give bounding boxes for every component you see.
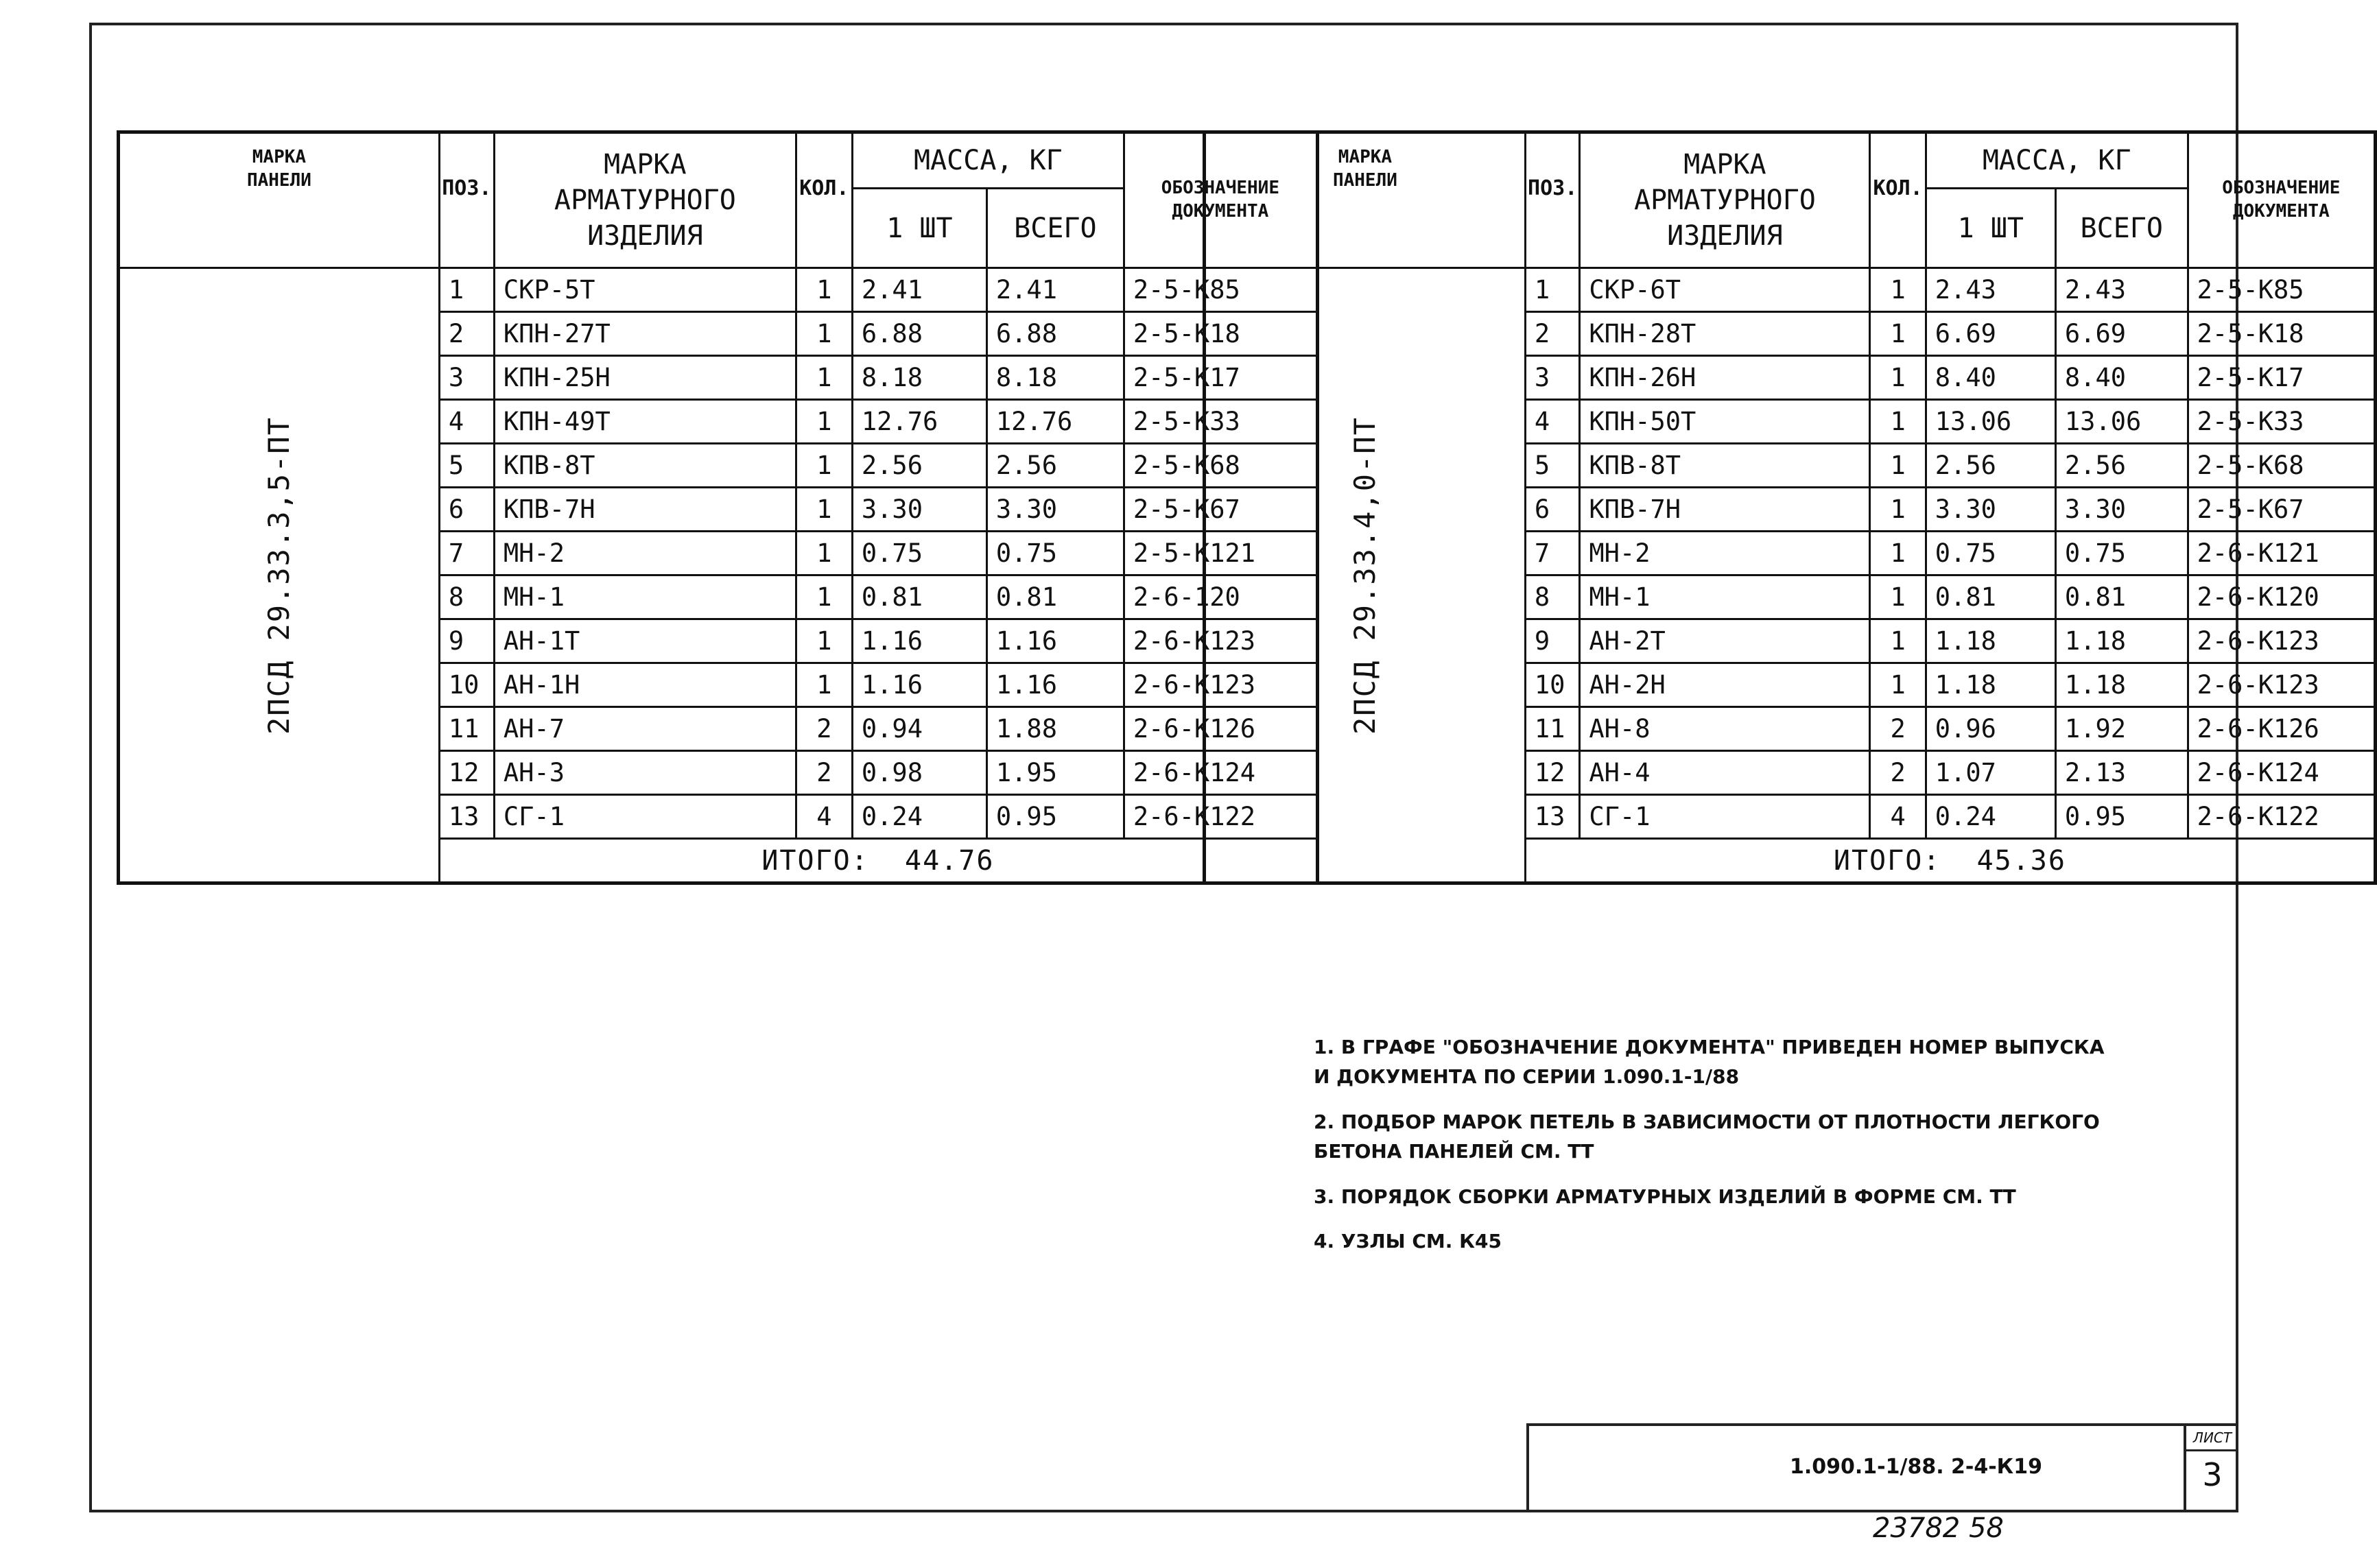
cell-qty: 1 bbox=[1870, 575, 1926, 619]
cell-doc: 2-5-К68 bbox=[2188, 444, 2375, 488]
header-qty: КОЛ. bbox=[796, 132, 852, 268]
note-4: 4. УЗЛЫ СМ. К45 bbox=[1314, 1229, 1502, 1252]
cell-doc: 2-6-К120 bbox=[2188, 575, 2375, 619]
cell-mass-unit: 6.69 bbox=[1926, 312, 2055, 356]
panel-mark-text: 2ПСД 29.33.4,0-ПТ bbox=[1347, 416, 1382, 735]
cell-item-mark: СКР-5Т bbox=[494, 268, 796, 312]
cell-qty: 1 bbox=[1870, 532, 1926, 575]
cell-mass-total: 3.30 bbox=[986, 488, 1124, 532]
cell-pos: 3 bbox=[439, 356, 494, 400]
header-mass: МАССА, КГ bbox=[1926, 132, 2188, 189]
cell-item-mark: КПН-50Т bbox=[1580, 400, 1870, 444]
cell-mass-unit: 0.75 bbox=[852, 532, 986, 575]
cell-item-mark: КПН-26Н bbox=[1580, 356, 1870, 400]
cell-item-mark: МН-1 bbox=[1580, 575, 1870, 619]
header-item-mark: МАРКА АРМАТУРНОГО ИЗДЕЛИЯ bbox=[1580, 132, 1870, 268]
cell-item-mark: АН-3 bbox=[494, 751, 796, 795]
cell-mass-unit: 0.24 bbox=[852, 795, 986, 839]
cell-qty: 1 bbox=[796, 619, 852, 663]
cell-pos: 5 bbox=[439, 444, 494, 488]
sheet-label: ЛИСТ bbox=[2186, 1426, 2238, 1451]
cell-mass-total: 13.06 bbox=[2055, 400, 2188, 444]
cell-mass-unit: 3.30 bbox=[1926, 488, 2055, 532]
cell-mass-unit: 1.16 bbox=[852, 619, 986, 663]
header-mass-unit: 1 ШТ bbox=[1926, 189, 2055, 268]
cell-pos: 2 bbox=[1525, 312, 1580, 356]
cell-mass-unit: 0.24 bbox=[1926, 795, 2055, 839]
cell-qty: 1 bbox=[1870, 663, 1926, 707]
cell-doc: 2-6-К126 bbox=[1124, 707, 1317, 751]
cell-pos: 3 bbox=[1525, 356, 1580, 400]
cell-pos: 2 bbox=[439, 312, 494, 356]
cell-mass-total: 2.56 bbox=[2055, 444, 2188, 488]
total-value: 44.76 bbox=[905, 844, 995, 877]
cell-qty: 1 bbox=[1870, 356, 1926, 400]
cell-doc: 2-6-К123 bbox=[1124, 619, 1317, 663]
header-pos: ПОЗ. bbox=[439, 132, 494, 268]
header-mass: МАССА, КГ bbox=[852, 132, 1124, 189]
cell-mass-total: 6.88 bbox=[986, 312, 1124, 356]
cell-mass-unit: 2.56 bbox=[1926, 444, 2055, 488]
cell-item-mark: АН-1Т bbox=[494, 619, 796, 663]
cell-qty: 1 bbox=[796, 663, 852, 707]
cell-mass-total: 1.92 bbox=[2055, 707, 2188, 751]
cell-qty: 1 bbox=[1870, 268, 1926, 312]
note-3: 3. ПОРЯДОК СБОРКИ АРМАТУРНЫХ ИЗДЕЛИЙ В ФОРМЕ СМ. ТТ bbox=[1314, 1185, 2016, 1208]
cell-mass-total: 8.18 bbox=[986, 356, 1124, 400]
cell-qty: 4 bbox=[1870, 795, 1926, 839]
cell-item-mark: АН-4 bbox=[1580, 751, 1870, 795]
cell-mass-total: 1.16 bbox=[986, 663, 1124, 707]
cell-item-mark: КПН-49Т bbox=[494, 400, 796, 444]
cell-mass-total: 0.75 bbox=[2055, 532, 2188, 575]
cell-mass-unit: 1.18 bbox=[1926, 619, 2055, 663]
cell-item-mark: АН-1Н bbox=[494, 663, 796, 707]
cell-qty: 1 bbox=[1870, 312, 1926, 356]
cell-pos: 9 bbox=[1525, 619, 1580, 663]
panel-mark-cell bbox=[1205, 268, 1526, 883]
cell-mass-unit: 12.76 bbox=[852, 400, 986, 444]
cell-doc: 2-5-К18 bbox=[1124, 312, 1317, 356]
cell-doc: 2-5-К68 bbox=[1124, 444, 1317, 488]
cell-qty: 1 bbox=[1870, 400, 1926, 444]
cell-qty: 1 bbox=[796, 575, 852, 619]
cell-mass-total: 1.18 bbox=[2055, 619, 2188, 663]
header-mass-total: ВСЕГО bbox=[2055, 189, 2188, 268]
cell-doc: 2-5-К85 bbox=[2188, 268, 2375, 312]
header-panel-mark: МАРКА ПАНЕЛИ bbox=[119, 132, 440, 268]
cell-qty: 2 bbox=[1870, 707, 1926, 751]
cell-item-mark: СГ-1 bbox=[494, 795, 796, 839]
header-panel-mark: МАРКА ПАНЕЛИ bbox=[1205, 132, 1526, 268]
cell-doc: 2-5-К121 bbox=[1124, 532, 1317, 575]
spec-table-left bbox=[117, 130, 1319, 885]
title-block bbox=[1526, 1423, 2238, 1512]
cell-mass-total: 0.81 bbox=[986, 575, 1124, 619]
cell-qty: 1 bbox=[796, 312, 852, 356]
cell-pos: 8 bbox=[1525, 575, 1580, 619]
cell-pos: 13 bbox=[1525, 795, 1580, 839]
cell-mass-unit: 0.98 bbox=[852, 751, 986, 795]
cell-doc: 2-5-К33 bbox=[1124, 400, 1317, 444]
cell-mass-unit: 1.16 bbox=[852, 663, 986, 707]
cell-doc: 2-5-К85 bbox=[1124, 268, 1317, 312]
cell-mass-total: 1.18 bbox=[2055, 663, 2188, 707]
cell-pos: 11 bbox=[439, 707, 494, 751]
cell-pos: 9 bbox=[439, 619, 494, 663]
cell-doc: 2-6-К121 bbox=[2188, 532, 2375, 575]
cell-qty: 1 bbox=[796, 444, 852, 488]
document-code: 1.090.1-1/88. 2-4-К19 bbox=[1790, 1455, 2042, 1479]
note-2: 2. ПОДБОР МАРОК ПЕТЕЛЬ В ЗАВИСИМОСТИ ОТ ПЛОТНОСТИ ЛЕГКОГО БЕТОНА ПАНЕЛЕЙ СМ. ТТ bbox=[1314, 1110, 2100, 1163]
note-1: 1. В ГРАФЕ "ОБОЗНАЧЕНИЕ ДОКУМЕНТА" ПРИВЕДЕН НОМЕР ВЫПУСКА И ДОКУМЕНТА ПО СЕРИИ 1.090.1-1/88 bbox=[1314, 1036, 2105, 1089]
cell-pos: 10 bbox=[1525, 663, 1580, 707]
cell-qty: 2 bbox=[796, 751, 852, 795]
header-mass-unit: 1 ШТ bbox=[852, 189, 986, 268]
cell-mass-total: 2.56 bbox=[986, 444, 1124, 488]
cell-item-mark: МН-1 bbox=[494, 575, 796, 619]
cell-item-mark: КПВ-7Н bbox=[494, 488, 796, 532]
cell-qty: 1 bbox=[796, 356, 852, 400]
cell-qty: 1 bbox=[796, 488, 852, 532]
archive-number: 23782 58 bbox=[1873, 1512, 2004, 1544]
cell-pos: 6 bbox=[1525, 488, 1580, 532]
cell-mass-total: 0.95 bbox=[986, 795, 1124, 839]
cell-pos: 12 bbox=[439, 751, 494, 795]
cell-doc: 2-5-К33 bbox=[2188, 400, 2375, 444]
notes-block bbox=[1314, 1032, 2219, 1271]
cell-mass-unit: 0.94 bbox=[852, 707, 986, 751]
header-doc: ОБОЗНАЧЕНИЕ ДОКУМЕНТА bbox=[2188, 132, 2375, 268]
cell-item-mark: КПН-25Н bbox=[494, 356, 796, 400]
cell-qty: 1 bbox=[1870, 619, 1926, 663]
cell-mass-unit: 0.75 bbox=[1926, 532, 2055, 575]
cell-doc: 2-6-К124 bbox=[2188, 751, 2375, 795]
cell-mass-total: 2.41 bbox=[986, 268, 1124, 312]
cell-qty: 1 bbox=[796, 268, 852, 312]
cell-mass-total: 2.13 bbox=[2055, 751, 2188, 795]
cell-mass-unit: 2.56 bbox=[852, 444, 986, 488]
cell-mass-unit: 0.81 bbox=[1926, 575, 2055, 619]
table-row bbox=[119, 268, 1318, 312]
cell-pos: 7 bbox=[439, 532, 494, 575]
cell-item-mark: КПВ-8Т bbox=[1580, 444, 1870, 488]
cell-doc: 2-6-К123 bbox=[2188, 619, 2375, 663]
cell-pos: 1 bbox=[439, 268, 494, 312]
header-item-mark: МАРКА АРМАТУРНОГО ИЗДЕЛИЯ bbox=[494, 132, 796, 268]
cell-item-mark: МН-2 bbox=[1580, 532, 1870, 575]
cell-item-mark: СКР-6Т bbox=[1580, 268, 1870, 312]
cell-doc: 2-5-К18 bbox=[2188, 312, 2375, 356]
cell-doc: 2-5-К67 bbox=[2188, 488, 2375, 532]
cell-qty: 4 bbox=[796, 795, 852, 839]
cell-mass-unit: 0.81 bbox=[852, 575, 986, 619]
cell-mass-unit: 0.96 bbox=[1926, 707, 2055, 751]
cell-mass-unit: 2.43 bbox=[1926, 268, 2055, 312]
cell-item-mark: КПВ-7Н bbox=[1580, 488, 1870, 532]
cell-doc: 2-6-К122 bbox=[2188, 795, 2375, 839]
cell-pos: 1 bbox=[1525, 268, 1580, 312]
cell-mass-total: 6.69 bbox=[2055, 312, 2188, 356]
cell-doc: 2-5-К17 bbox=[2188, 356, 2375, 400]
total-value: 45.36 bbox=[1976, 844, 2066, 877]
cell-pos: 13 bbox=[439, 795, 494, 839]
cell-pos: 8 bbox=[439, 575, 494, 619]
cell-mass-unit: 2.41 bbox=[852, 268, 986, 312]
cell-mass-unit: 3.30 bbox=[852, 488, 986, 532]
cell-doc: 2-6-120 bbox=[1124, 575, 1317, 619]
cell-mass-total: 1.16 bbox=[986, 619, 1124, 663]
cell-doc: 2-6-К123 bbox=[1124, 663, 1317, 707]
cell-item-mark: АН-2Н bbox=[1580, 663, 1870, 707]
cell-item-mark: АН-7 bbox=[494, 707, 796, 751]
total-label: ИТОГО: bbox=[761, 844, 869, 877]
total-cell bbox=[1525, 839, 2375, 883]
cell-item-mark: АН-8 bbox=[1580, 707, 1870, 751]
table-row bbox=[1205, 268, 2376, 312]
cell-doc: 2-6-К124 bbox=[1124, 751, 1317, 795]
header-doc: ОБОЗНАЧЕНИЕ ДОКУМЕНТА bbox=[1124, 132, 1317, 268]
cell-mass-total: 12.76 bbox=[986, 400, 1124, 444]
cell-pos: 10 bbox=[439, 663, 494, 707]
cell-mass-total: 0.75 bbox=[986, 532, 1124, 575]
cell-pos: 4 bbox=[1525, 400, 1580, 444]
cell-pos: 11 bbox=[1525, 707, 1580, 751]
cell-mass-total: 1.95 bbox=[986, 751, 1124, 795]
cell-mass-unit: 1.07 bbox=[1926, 751, 2055, 795]
cell-mass-unit: 8.40 bbox=[1926, 356, 2055, 400]
cell-doc: 2-5-К67 bbox=[1124, 488, 1317, 532]
cell-doc: 2-6-К126 bbox=[2188, 707, 2375, 751]
cell-item-mark: КПН-28Т bbox=[1580, 312, 1870, 356]
cell-mass-total: 3.30 bbox=[2055, 488, 2188, 532]
total-label: ИТОГО: bbox=[1833, 844, 1941, 877]
cell-item-mark: СГ-1 bbox=[1580, 795, 1870, 839]
panel-mark-text: 2ПСД 29.33.3,5-ПТ bbox=[261, 416, 296, 735]
cell-doc: 2-5-К17 bbox=[1124, 356, 1317, 400]
cell-pos: 12 bbox=[1525, 751, 1580, 795]
cell-qty: 1 bbox=[796, 532, 852, 575]
cell-qty: 1 bbox=[1870, 488, 1926, 532]
cell-mass-total: 0.81 bbox=[2055, 575, 2188, 619]
cell-pos: 5 bbox=[1525, 444, 1580, 488]
cell-pos: 7 bbox=[1525, 532, 1580, 575]
spec-table-right bbox=[1203, 130, 2377, 885]
cell-mass-total: 0.95 bbox=[2055, 795, 2188, 839]
sheet-cell bbox=[2184, 1426, 2238, 1512]
cell-item-mark: КПН-27Т bbox=[494, 312, 796, 356]
header-qty: КОЛ. bbox=[1870, 132, 1926, 268]
cell-item-mark: АН-2Т bbox=[1580, 619, 1870, 663]
cell-item-mark: МН-2 bbox=[494, 532, 796, 575]
cell-mass-total: 2.43 bbox=[2055, 268, 2188, 312]
total-cell bbox=[439, 839, 1317, 883]
cell-qty: 2 bbox=[1870, 751, 1926, 795]
cell-qty: 2 bbox=[796, 707, 852, 751]
cell-doc: 2-6-К122 bbox=[1124, 795, 1317, 839]
cell-doc: 2-6-К123 bbox=[2188, 663, 2375, 707]
header-pos: ПОЗ. bbox=[1525, 132, 1580, 268]
header-mass-total: ВСЕГО bbox=[986, 189, 1124, 268]
cell-pos: 4 bbox=[439, 400, 494, 444]
cell-qty: 1 bbox=[1870, 444, 1926, 488]
cell-item-mark: КПВ-8Т bbox=[494, 444, 796, 488]
cell-mass-unit: 8.18 bbox=[852, 356, 986, 400]
cell-qty: 1 bbox=[796, 400, 852, 444]
panel-mark-cell bbox=[119, 268, 440, 883]
sheet-number: 3 bbox=[2202, 1456, 2223, 1493]
cell-mass-unit: 6.88 bbox=[852, 312, 986, 356]
cell-mass-unit: 1.18 bbox=[1926, 663, 2055, 707]
cell-mass-total: 1.88 bbox=[986, 707, 1124, 751]
cell-mass-total: 8.40 bbox=[2055, 356, 2188, 400]
cell-mass-unit: 13.06 bbox=[1926, 400, 2055, 444]
cell-pos: 6 bbox=[439, 488, 494, 532]
